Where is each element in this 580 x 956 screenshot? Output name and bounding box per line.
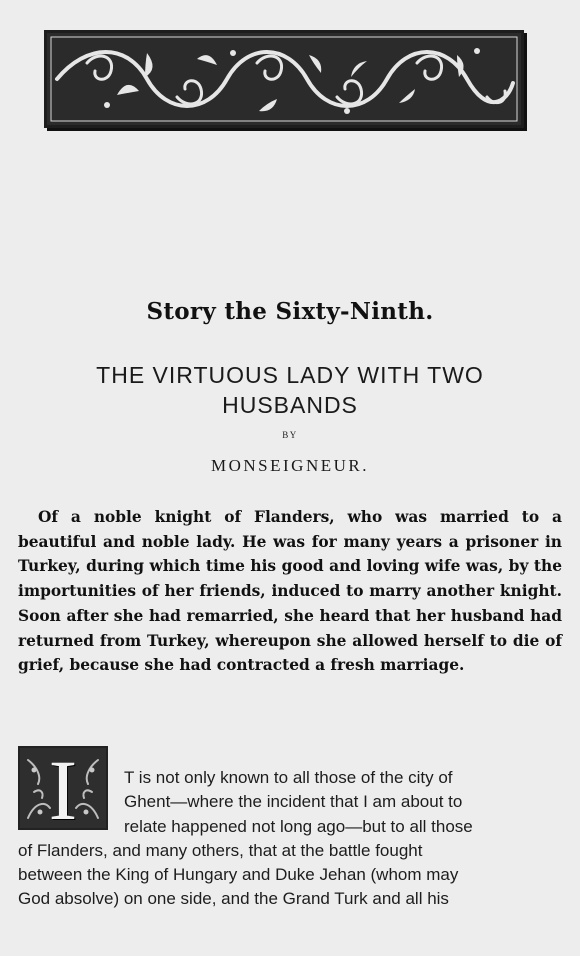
chapter-title: THE VIRTUOUS LADY WITH TWO HUSBANDS xyxy=(96,362,484,418)
body-line: God absolve) on one side, and the Grand Turk and all his xyxy=(18,889,449,909)
body-text xyxy=(18,766,564,912)
story-title: Story the Sixty-Ninth. xyxy=(146,298,434,325)
byline-by: BY xyxy=(282,430,298,440)
byline-author: MONSEIGNEUR. xyxy=(211,456,369,475)
body-line: Ghent—where the incident that I am about to xyxy=(124,792,463,812)
floral-scroll-ornament-icon xyxy=(47,33,521,125)
decorative-header-banner xyxy=(44,30,524,128)
body-line: of Flanders, and many others, that at the battle fought xyxy=(18,840,423,860)
drop-cap-letter: I xyxy=(48,742,78,838)
body-line: relate happened not long ago—but to all those xyxy=(124,816,473,836)
story-summary xyxy=(18,505,562,678)
summary-text: Of a noble knight of Flanders, who was married to a beautiful and noble lady. He was for many years a prisoner in Turkey, during which time his good and loving wife was, by the importunities of her friends, induced to marry another knight. Soon after she had remarried, she heard that her husband had returned from Turkey, whereupon she allowed herself to die of grief, because she had contracted a fresh marriage. xyxy=(18,508,562,675)
body-line: between the King of Hungary and Duke Jehan (whom may xyxy=(18,865,459,885)
body-line: T is not only known to all those of the city of xyxy=(124,768,453,787)
